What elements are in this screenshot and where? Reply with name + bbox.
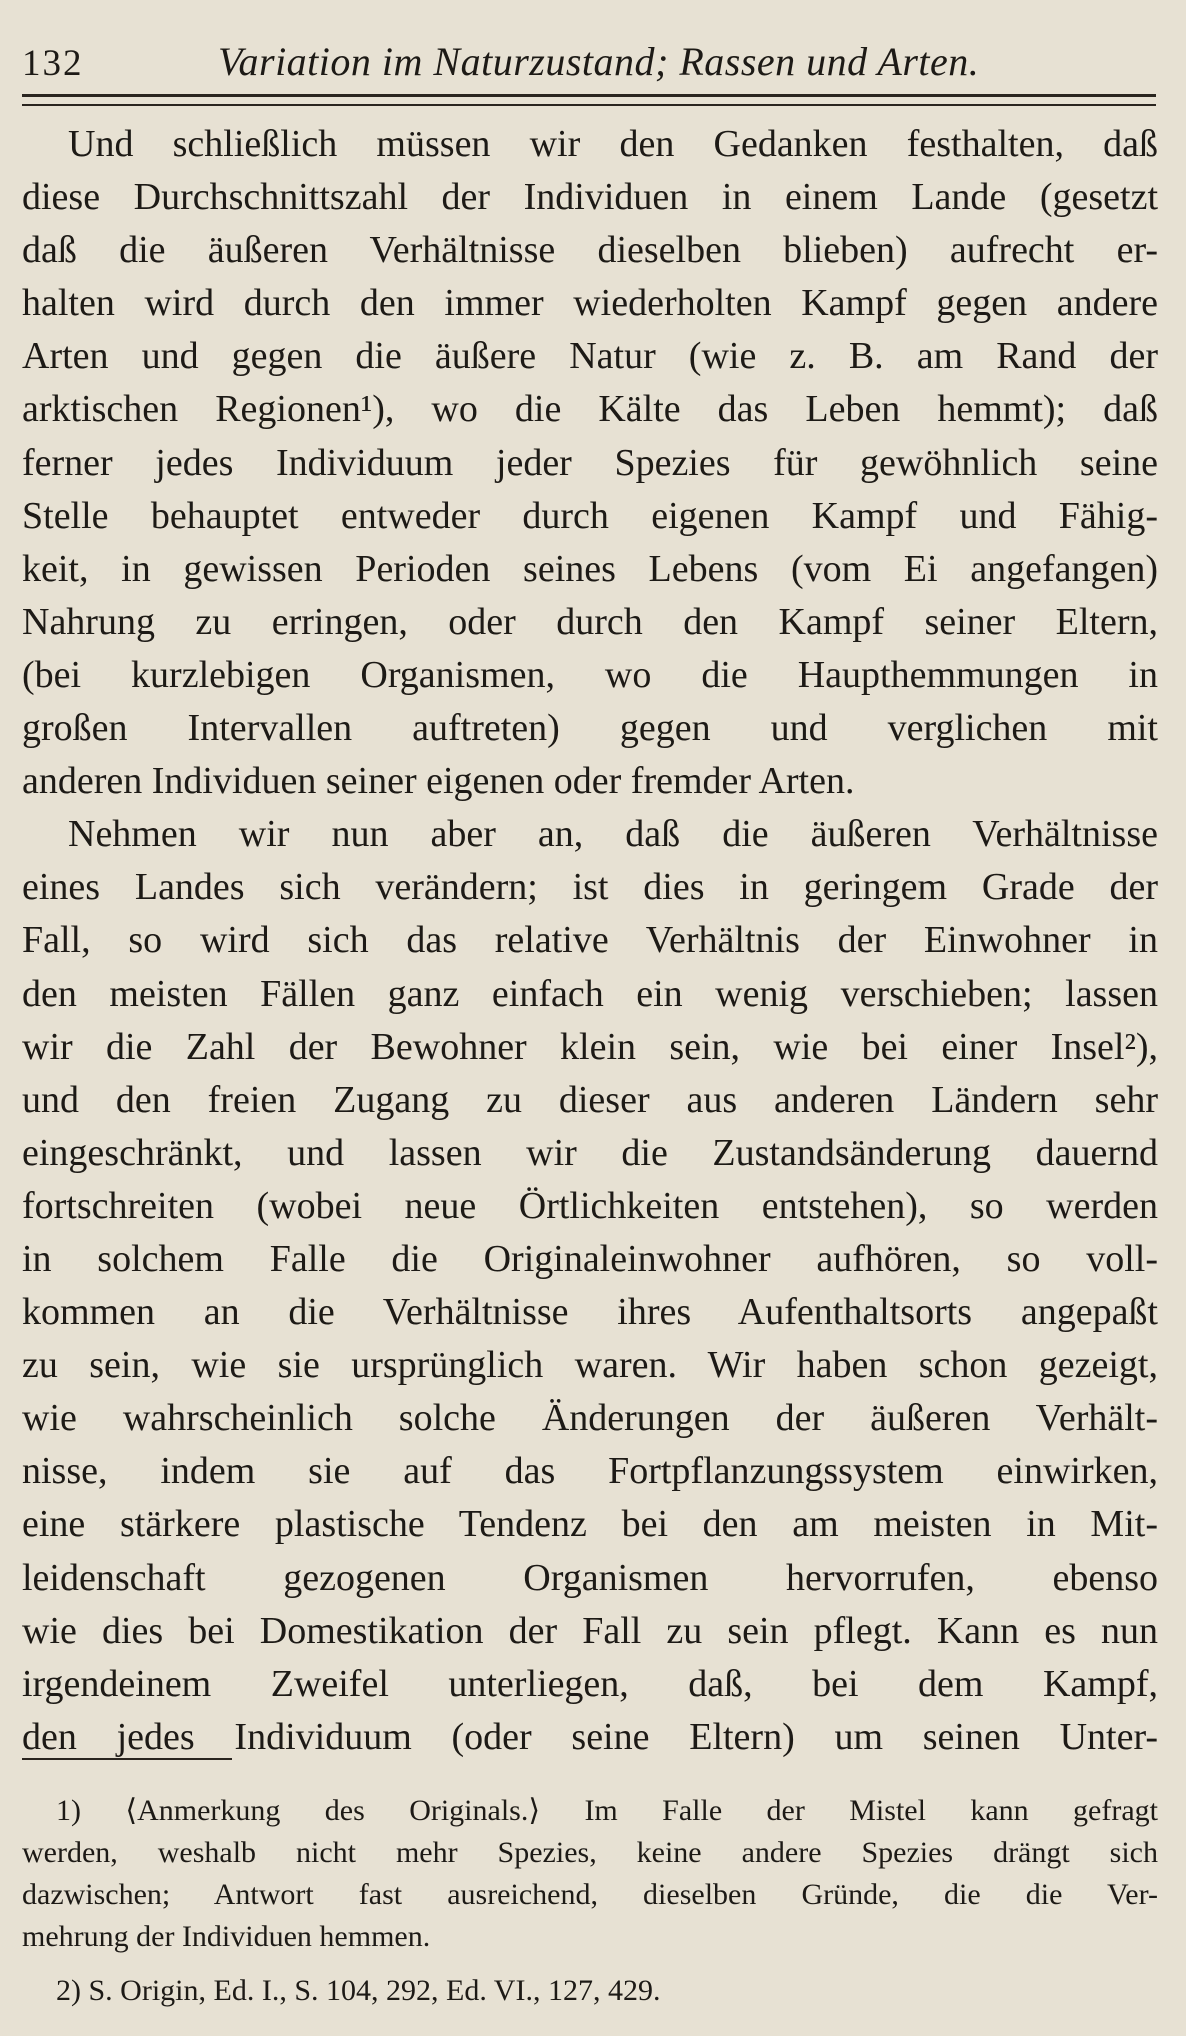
text-line: Nehmen wir nun aber an, daß die äußeren Verhältnisse bbox=[68, 813, 1158, 856]
text-line: ferner jedes Individuum jeder Spezies für gewöhnlich seine bbox=[22, 441, 1158, 484]
header-rule-top bbox=[22, 94, 1156, 97]
footnote-line: dazwischen; Antwort fast ausreichend, dieselben Gründe, die die Ver- bbox=[22, 1878, 1158, 1911]
text-line: und den freien Zugang zu dieser aus anderen Ländern sehr bbox=[22, 1078, 1158, 1121]
text-line: wir die Zahl der Bewohner klein sein, wie bei einer Insel²), bbox=[22, 1025, 1158, 1068]
text-line: halten wird durch den immer wiederholten Kampf gegen andere bbox=[22, 282, 1158, 325]
text-line: daß die äußeren Verhältnisse dieselben blieben) aufrecht er- bbox=[22, 229, 1158, 272]
text-line: Nahrung zu erringen, oder durch den Kampf seiner Eltern, bbox=[22, 600, 1158, 643]
text-line: (bei kurzlebigen Organismen, wo die Haupthemmungen in bbox=[22, 653, 1158, 696]
body-text bbox=[22, 118, 1158, 1764]
footnote-line: mehrung der Individuen hemmen. bbox=[22, 1920, 431, 1953]
text-line: fortschreiten (wobei neue Örtlichkeiten entstehen), so werden bbox=[22, 1184, 1158, 1227]
footnotes bbox=[22, 1790, 1158, 2012]
text-line: Fall, so wird sich das relative Verhältnis der Einwohner in bbox=[22, 919, 1158, 962]
header-rule-bottom bbox=[22, 104, 1156, 106]
text-line: großen Intervallen auftreten) gegen und verglichen mit bbox=[22, 707, 1158, 750]
text-line: eine stärkere plastische Tendenz bei den am meisten in Mit- bbox=[22, 1503, 1158, 1546]
page-number: 132 bbox=[22, 43, 84, 84]
text-line: anderen Individuen seiner eigenen oder fremder Arten. bbox=[22, 760, 855, 803]
footnote-rule bbox=[22, 1758, 232, 1760]
footnote-line: werden, weshalb nicht mehr Spezies, keine andere Spezies drängt sich bbox=[22, 1836, 1158, 1869]
text-line: Und schließlich müssen wir den Gedanken festhalten, daß bbox=[68, 123, 1158, 165]
footnote-line: 1) ⟨Anmerkung des Originals.⟩ Im Falle der Mistel kann gefragt bbox=[56, 1794, 1158, 1827]
text-line: kommen an die Verhältnisse ihres Aufenthaltsorts angepaßt bbox=[22, 1291, 1158, 1334]
text-line: leidenschaft gezogenen Organismen hervorrufen, ebenso bbox=[22, 1556, 1158, 1599]
text-line: irgendeinem Zweifel unterliegen, daß, bei dem Kampf, bbox=[22, 1662, 1158, 1705]
text-line: in solchem Falle die Originaleinwohner aufhören, so voll- bbox=[22, 1237, 1158, 1280]
text-line: arktischen Regionen¹), wo die Kälte das Leben hemmt); daß bbox=[22, 388, 1158, 431]
text-line: diese Durchschnittszahl der Individuen in einem Lande (gesetzt bbox=[22, 176, 1158, 219]
text-line: eines Landes sich verändern; ist dies in geringem Grade der bbox=[22, 866, 1158, 909]
page-header bbox=[22, 34, 1156, 94]
text-line: wie dies bei Domestikation der Fall zu sein pflegt. Kann es nun bbox=[22, 1609, 1158, 1652]
text-line: den jedes Individuum (oder seine Eltern) um seinen Unter- bbox=[22, 1715, 1158, 1758]
text-line: keit, in gewissen Perioden seines Lebens (vom Ei angefangen) bbox=[22, 547, 1158, 590]
running-title: Variation im Naturzustand; Rassen und Arten. bbox=[218, 39, 980, 84]
text-line: wie wahrscheinlich solche Änderungen der äußeren Verhält- bbox=[22, 1397, 1158, 1440]
text-line: nisse, indem sie auf das Fortpflanzungssystem einwirken, bbox=[22, 1450, 1158, 1493]
text-line: eingeschränkt, und lassen wir die Zustandsänderung dauernd bbox=[22, 1131, 1158, 1174]
text-line: zu sein, wie sie ursprünglich waren. Wir haben schon gezeigt, bbox=[22, 1344, 1158, 1387]
footnote-2: 2) S. Origin, Ed. I., S. 104, 292, Ed. VI., 127, 429. bbox=[56, 1974, 661, 2007]
text-line: Stelle behauptet entweder durch eigenen Kampf und Fähig- bbox=[22, 494, 1158, 537]
text-line: Arten und gegen die äußere Natur (wie z. B. am Rand der bbox=[22, 335, 1158, 378]
text-line: den meisten Fällen ganz einfach ein wenig verschieben; lassen bbox=[22, 972, 1158, 1015]
